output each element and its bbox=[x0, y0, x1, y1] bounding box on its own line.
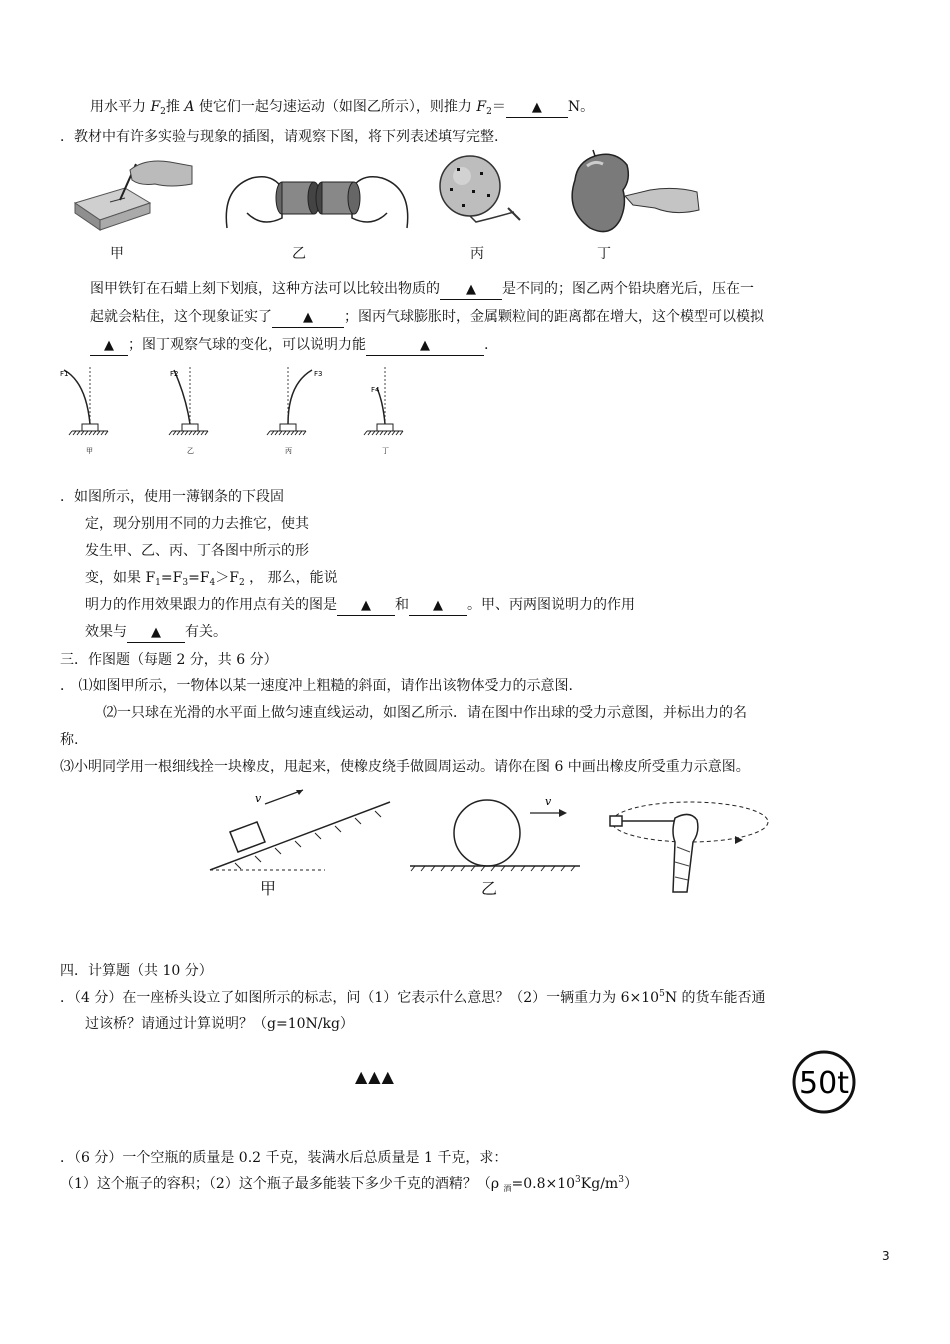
balloon-finger-figure bbox=[565, 150, 705, 238]
prev-question-line bbox=[90, 97, 594, 119]
subscript: 酒 bbox=[503, 1184, 512, 1193]
text: ；图丙气球膨胀时，金属颗粒间的距离都在增大，这个模型可以模拟 bbox=[344, 309, 764, 325]
ball-caption: 乙 bbox=[481, 879, 498, 898]
section-3-heading: 三．作图题（每题 2 分，共 6 分） bbox=[60, 652, 278, 668]
drawing-question-2-cont: 称. bbox=[60, 732, 79, 748]
steel-question-line-6 bbox=[85, 622, 227, 643]
text: 图甲铁钉在石蜡上刻下划痕，这种方法可以比较出物质的 bbox=[90, 281, 440, 297]
answer-blank[interactable]: ▲ bbox=[90, 337, 128, 356]
text: =F bbox=[188, 570, 210, 586]
text: ；图丁观察气球的变化，可以说明力能 bbox=[128, 337, 366, 353]
steel-question-line-4 bbox=[85, 568, 338, 590]
steel-caption-bing: 丙 bbox=[285, 447, 292, 455]
steel-caption-jia: 甲 bbox=[86, 447, 93, 455]
weight-limit-sign bbox=[790, 1050, 860, 1114]
text: 。甲、丙两图说明力的作用 bbox=[467, 597, 635, 613]
steel-strip-figure-ding bbox=[345, 362, 425, 452]
calc-question-2-line-1: ．（6 分）一个空瓶的质量是 0.2 千克，装满水后总质量是 1 千克，求： bbox=[60, 1150, 508, 1166]
unit-text: N。 bbox=[567, 99, 595, 115]
figure-caption-yi: 乙 bbox=[292, 246, 306, 262]
steel-strip-figure-yi bbox=[150, 362, 230, 452]
subscript: 2 bbox=[239, 578, 245, 588]
drawing-question-3: ⑶小明同学用一根细线拴一块橡皮，甩起来，使橡皮绕手做圆周运动。请你在图 6 中画出橡皮所受重力示意图。 bbox=[60, 759, 750, 775]
answer-blank[interactable]: ▲ bbox=[440, 281, 502, 300]
text: 变，如果 F bbox=[85, 570, 156, 586]
page-number: 3 bbox=[882, 1249, 890, 1263]
force-subscript: 2 bbox=[160, 107, 166, 117]
prev-text: 使它们一起匀速运动（如图乙所示），则推力 bbox=[194, 99, 477, 115]
answer-placeholder: ▲▲▲ bbox=[355, 1067, 395, 1086]
text: 是不同的；图乙两个铅块磨光后，压在一 bbox=[502, 281, 754, 297]
calc-question-2-line-2 bbox=[60, 1174, 638, 1196]
drawing-question-2: ⑵一只球在光滑的水平面上做匀速直线运动，如图乙所示．请在图中作出球的受力示意图，并标出力的名 bbox=[103, 705, 747, 721]
answer-blank[interactable]: ▲ bbox=[337, 597, 395, 616]
answer-blank[interactable]: ▲ bbox=[366, 337, 484, 356]
balloon-particles-figure bbox=[432, 150, 532, 238]
superscript: 5 bbox=[659, 989, 665, 999]
text: =0.8×10 bbox=[511, 1176, 576, 1192]
incline-caption: 甲 bbox=[260, 879, 277, 898]
steel-question-line-5 bbox=[85, 595, 635, 616]
text: 起就会粘住，这个现象证实了 bbox=[90, 309, 272, 325]
text: ．（4 分）在一座桥头设立了如图所示的标志，问（1）它表示什么意思？（2）一辆重力为 6×10 bbox=[60, 990, 660, 1006]
figure-caption-jia: 甲 bbox=[110, 246, 124, 262]
force-label: F4 bbox=[371, 386, 380, 394]
text: 有关。 bbox=[185, 624, 227, 640]
weight-limit-text: 50t bbox=[799, 1066, 849, 1101]
prev-text: ＝ bbox=[491, 99, 506, 115]
steel-caption-yi: 乙 bbox=[187, 447, 194, 455]
text: 明力的作用效果跟力的作用点有关的图是 bbox=[85, 597, 337, 613]
incline-block-figure bbox=[205, 790, 400, 900]
calc-question-1-line-1 bbox=[60, 988, 766, 1010]
force-label: F2 bbox=[170, 370, 179, 378]
force-letter: F bbox=[476, 99, 487, 115]
text: 和 bbox=[395, 597, 409, 613]
force-letter: F bbox=[150, 99, 161, 115]
answer-blank[interactable]: ▲ bbox=[506, 99, 568, 118]
steel-caption-ding: 丁 bbox=[382, 447, 389, 455]
text: =F bbox=[160, 570, 183, 586]
drawing-question-1: ． ⑴如图甲所示，一物体以某一速度冲上粗糙的斜面，请作出该物体受力的示意图. bbox=[60, 678, 573, 694]
figure-caption-ding: 丁 bbox=[597, 246, 611, 262]
velocity-label: v bbox=[255, 792, 262, 805]
text: . bbox=[484, 337, 489, 353]
subscript: 4 bbox=[209, 578, 216, 588]
textbook-line-1 bbox=[90, 279, 754, 300]
textbook-line-2 bbox=[90, 307, 764, 328]
ball-plane-figure bbox=[405, 795, 585, 885]
force-subscript: 2 bbox=[486, 107, 492, 117]
steel-question-line-2: 定，现分别用不同的力去推它，使其 bbox=[85, 516, 309, 532]
force-label: F3 bbox=[314, 370, 323, 378]
superscript: 3 bbox=[575, 1175, 581, 1185]
text: Kg/m bbox=[580, 1176, 619, 1192]
text: ） bbox=[623, 1176, 638, 1192]
steel-question-line-1: ．如图所示，使用一薄钢条的下段固 bbox=[60, 489, 284, 505]
steel-strip-figure-jia bbox=[50, 362, 130, 452]
prev-text: 用水平力 bbox=[90, 99, 151, 115]
steel-question-line-3: 发生甲、乙、丙、丁各图中所示的形 bbox=[85, 543, 309, 559]
text: N 的货车能否通 bbox=[664, 990, 766, 1006]
answer-blank[interactable]: ▲ bbox=[409, 597, 467, 616]
superscript: 3 bbox=[618, 1175, 624, 1185]
text: ， 那么，能说 bbox=[244, 570, 338, 586]
force-label: F1 bbox=[60, 370, 69, 378]
subscript: 1 bbox=[155, 578, 161, 588]
answer-blank[interactable]: ▲ bbox=[272, 309, 344, 328]
object-letter: A bbox=[184, 99, 195, 115]
section-4-heading: 四．计算题（共 10 分） bbox=[60, 963, 213, 979]
wax-scratch-figure bbox=[70, 158, 200, 233]
textbook-question-intro: ．教材中有许多实验与现象的插图，请观察下图，将下列表述填写完整. bbox=[60, 129, 499, 145]
textbook-line-3 bbox=[90, 335, 488, 356]
answer-blank[interactable]: ▲ bbox=[127, 624, 185, 643]
figure-caption-bing: 丙 bbox=[470, 246, 484, 262]
lead-blocks-figure bbox=[222, 158, 412, 238]
prev-text: 推 bbox=[165, 99, 185, 115]
text: ＞F bbox=[215, 570, 239, 586]
velocity-label: v bbox=[545, 795, 552, 808]
steel-strip-figure-bing bbox=[248, 362, 328, 452]
eraser-circular-figure bbox=[605, 792, 775, 902]
calc-question-1-line-2: 过该桥？请通过计算说明？（g=10N/kg） bbox=[85, 1016, 354, 1032]
text: 效果与 bbox=[85, 624, 127, 640]
subscript: 3 bbox=[182, 578, 189, 588]
text: （1）这个瓶子的容积；（2）这个瓶子最多能装下多少千克的酒精？（ρ bbox=[60, 1176, 504, 1192]
